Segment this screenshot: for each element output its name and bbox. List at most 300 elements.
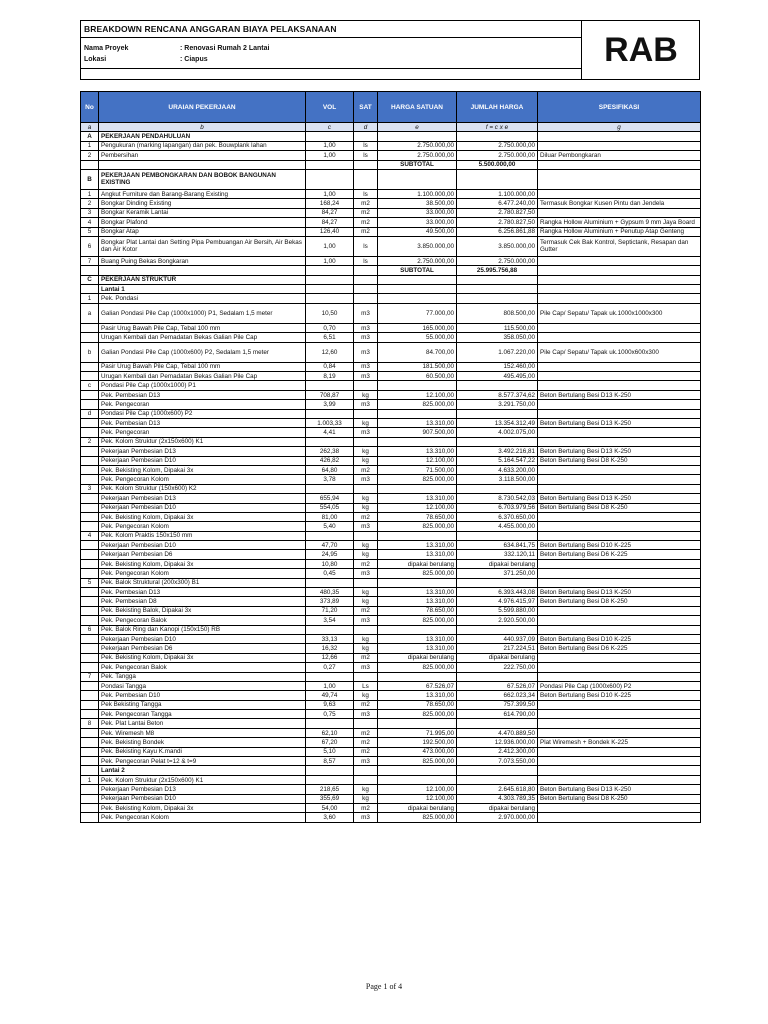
cell-harga-satuan: 78.650,00 [378,606,457,615]
cell-vol: 1,00 [306,681,354,690]
cell-jumlah-harga: 332.120,11 [457,550,538,559]
header-divider [81,37,581,38]
cell-jumlah-harga: 8.730.542,03 [457,494,538,503]
cell-jumlah-harga: 67.526,07 [457,681,538,690]
table-row [81,199,701,208]
cell-spesifikasi [538,141,701,150]
cell-vol: 126,40 [306,227,354,236]
cell-no: 2 [81,437,99,446]
cell-no [81,418,99,427]
cell-jumlah-harga: 4.002.075,00 [457,428,538,437]
cell-sat: ls [354,256,378,265]
cell-spesifikasi [538,169,701,189]
cell-vol [306,409,354,418]
cell-jumlah-harga: 3.492.216,81 [457,447,538,456]
cell-spesifikasi [538,409,701,418]
cell-jumlah-harga: 614.790,00 [457,710,538,719]
cell-uraian: Pembersihan [99,151,306,160]
cell-sat: ls [354,236,378,256]
table-row [81,151,701,160]
cell-sat: kg [354,644,378,653]
cell-jumlah-harga: 2.750.000,00 [457,141,538,150]
cell-sat: m2 [354,653,378,662]
cell-sat: m3 [354,813,378,822]
cell-harga-satuan: 13.310,00 [378,494,457,503]
project-row [84,45,269,52]
cell-spesifikasi [538,372,701,381]
cell-no: A [81,132,99,141]
subtotal-value: 25.995.756,88 [457,266,538,275]
table-row [81,285,701,294]
table-row [81,465,701,474]
subtotal-row [81,160,701,169]
cell-uraian: PEKERJAAN PENDAHULUAN [99,132,306,141]
cell-jumlah-harga: 2.780.827,50 [457,208,538,217]
cell-no [81,333,99,342]
cell-no [81,644,99,653]
cell-harga-satuan: 2.750.000,00 [378,151,457,160]
table-row [81,663,701,672]
cell-sat: kg [354,794,378,803]
cell-uraian: Pek. Plat Lantai Beton [99,719,306,728]
cell-no: a [81,303,99,323]
cell-jumlah-harga: 13.354.312,49 [457,418,538,427]
cell-sat [354,578,378,587]
cell-jumlah-harga: 4.303.789,35 [457,794,538,803]
cell-uraian: Lantai 1 [99,285,306,294]
cell-jumlah-harga: 4.455.000,00 [457,522,538,531]
cell-vol: 3,99 [306,400,354,409]
cell-sat: m3 [354,323,378,332]
table-row [81,672,701,681]
cell-spesifikasi: Plat Wiremesh + Bondek K-225 [538,738,701,747]
cell-sat: kg [354,503,378,512]
table-row [81,333,701,342]
cell-uraian: Pek. Bekisting Kolom, Dipakai 3x [99,465,306,474]
ref-cell: c [306,123,354,132]
subtotal-row [81,266,701,275]
cell-jumlah-harga: 440.937,09 [457,634,538,643]
cell-vol: 5,40 [306,522,354,531]
cell-sat [354,672,378,681]
cell-spesifikasi [538,804,701,813]
cell-vol: 0,75 [306,710,354,719]
cell-no [81,738,99,747]
cell-sat [354,409,378,418]
table-row [81,700,701,709]
cell-harga-satuan: 825.000,00 [378,710,457,719]
table-row [81,141,701,150]
header-divider [81,68,581,69]
table-row [81,437,701,446]
cell-no [81,475,99,484]
cell-harga-satuan [378,531,457,540]
cell-uraian: Pek. Bekisting Balok, Dipakai 3x [99,606,306,615]
table-row [81,588,701,597]
cell-vol [306,266,354,275]
cell-no [81,597,99,606]
cell-jumlah-harga [457,775,538,784]
cell-harga-satuan: 13.310,00 [378,588,457,597]
cell-uraian [99,160,306,169]
cell-uraian: Pek. Pengecoran Kolom [99,522,306,531]
cell-harga-satuan [378,766,457,775]
cell-spesifikasi: Beton Bertulang Besi D10 K-225 [538,541,701,550]
cell-spesifikasi [538,663,701,672]
subtotal-label: SUBTOTAL [378,266,457,275]
table-row [81,606,701,615]
cell-no: b [81,342,99,362]
cell-no [81,559,99,568]
cell-no [81,372,99,381]
cell-spesifikasi [538,606,701,615]
cell-sat: m2 [354,208,378,217]
cell-harga-satuan: 825.000,00 [378,616,457,625]
table-row [81,227,701,236]
cell-uraian: Pek. Pengecoran Balok [99,663,306,672]
cell-sat: m2 [354,606,378,615]
cell-sat: ls [354,151,378,160]
table-row [81,342,701,362]
cell-no: c [81,381,99,390]
cell-vol [306,578,354,587]
cell-vol: 10,80 [306,559,354,568]
cell-jumlah-harga: 7.073.550,00 [457,757,538,766]
cell-uraian: Pek. Pengecoran Pelat t=12 & t=9 [99,757,306,766]
cell-sat: m2 [354,512,378,521]
cell-spesifikasi [538,475,701,484]
section-row [81,132,701,141]
cell-jumlah-harga [457,766,538,775]
cell-spesifikasi: Diluar Pembongkaran [538,151,701,160]
cell-vol: 67,20 [306,738,354,747]
cell-sat: m2 [354,728,378,737]
table-row [81,719,701,728]
cell-no: 6 [81,236,99,256]
cell-spesifikasi: Beton Bertulang Besi D13 K-250 [538,418,701,427]
subtotal-label: SUBTOTAL [378,160,457,169]
cell-uraian: Pondasi Tangga [99,681,306,690]
cell-no [81,503,99,512]
cell-spesifikasi [538,285,701,294]
document-title: BREAKDOWN RENCANA ANGGARAN BIAYA PELAKSANAAN [84,24,337,34]
cell-jumlah-harga: 2.970.000,00 [457,813,538,822]
cell-jumlah-harga [457,531,538,540]
cell-sat [354,160,378,169]
table-row [81,738,701,747]
cell-vol: 1,00 [306,151,354,160]
cell-harga-satuan: 67.526,07 [378,681,457,690]
cell-uraian: Pek. Balok Ring dan Kanopi (150x150) RB [99,625,306,634]
cell-sat: m3 [354,569,378,578]
cell-jumlah-harga: 808.500,00 [457,303,538,323]
cell-no: 7 [81,672,99,681]
cell-jumlah-harga: 6.256.861,88 [457,227,538,236]
cell-harga-satuan: 71.995,00 [378,728,457,737]
cell-no: 2 [81,199,99,208]
cell-harga-satuan: 12.100,00 [378,785,457,794]
cell-harga-satuan: 84.700,00 [378,342,457,362]
cell-sat: kg [354,418,378,427]
cell-sat: m3 [354,303,378,323]
cell-vol: 33,13 [306,634,354,643]
cell-vol: 24,95 [306,550,354,559]
cell-harga-satuan: 13.310,00 [378,644,457,653]
section-row [81,275,701,284]
cell-spesifikasi [538,362,701,371]
cell-spesifikasi [538,766,701,775]
cell-vol: 84,27 [306,208,354,217]
cell-spesifikasi [538,484,701,493]
cell-harga-satuan: 12.100,00 [378,390,457,399]
cell-jumlah-harga: 4.633.200,00 [457,465,538,474]
table-row [81,597,701,606]
cell-jumlah-harga: 3.850.000,00 [457,236,538,256]
cell-sat: kg [354,785,378,794]
col-vol: VOL [306,92,354,123]
cell-jumlah-harga: 2.412.300,00 [457,747,538,756]
cell-jumlah-harga [457,437,538,446]
cell-harga-satuan: dipakai berulang [378,804,457,813]
cell-jumlah-harga [457,409,538,418]
cell-sat: m3 [354,475,378,484]
cell-harga-satuan: 78.650,00 [378,512,457,521]
table-row [81,766,701,775]
cell-spesifikasi: Beton Bertulang Besi D13 K-250 [538,447,701,456]
location-label: Lokasi [84,56,107,63]
cell-spesifikasi [538,160,701,169]
cell-harga-satuan [378,381,457,390]
cell-no [81,323,99,332]
cell-uraian: Pek. Balok Struktural (200x300) B1 [99,578,306,587]
cell-vol [306,381,354,390]
cell-vol: 9,63 [306,700,354,709]
cell-uraian: Pekerjaan Pembesian D6 [99,644,306,653]
table-row [81,428,701,437]
cell-harga-satuan [378,719,457,728]
cell-spesifikasi [538,132,701,141]
cell-jumlah-harga: 2.750.000,00 [457,256,538,265]
cell-spesifikasi: Beton Bertulang Besi D8 K-250 [538,794,701,803]
cell-spesifikasi: Beton Bertulang Besi D13 K-250 [538,588,701,597]
cell-vol: 8,19 [306,372,354,381]
table-row [81,372,701,381]
cell-no: 7 [81,256,99,265]
cell-jumlah-harga: 4.470.889,50 [457,728,538,737]
table-row [81,691,701,700]
cell-sat: kg [354,691,378,700]
table-row [81,625,701,634]
cell-sat: Ls [354,681,378,690]
cell-spesifikasi [538,522,701,531]
cell-vol: 6,51 [306,333,354,342]
page-number: Page 1 of 4 [365,982,403,991]
cell-harga-satuan: 473.000,00 [378,747,457,756]
cell-uraian: Pekerjaan Pembesian D6 [99,550,306,559]
cell-harga-satuan: 78.650,00 [378,700,457,709]
table-row [81,634,701,643]
table-row [81,616,701,625]
cell-jumlah-harga [457,294,538,303]
cell-spesifikasi [538,719,701,728]
cell-uraian: Pekerjaan Pembesian D10 [99,634,306,643]
cell-jumlah-harga: 5.599.880,00 [457,606,538,615]
cell-jumlah-harga: 2.645.618,80 [457,785,538,794]
table-row [81,236,701,256]
table-row [81,512,701,521]
cell-vol: 1,00 [306,256,354,265]
table-row [81,400,701,409]
cell-uraian: Pek. Pembesian D13 [99,418,306,427]
cell-sat: kg [354,550,378,559]
cell-jumlah-harga: 3.118.500,00 [457,475,538,484]
cell-harga-satuan: 12.100,00 [378,456,457,465]
cell-sat [354,531,378,540]
cell-spesifikasi [538,512,701,521]
cell-no [81,160,99,169]
table-row [81,644,701,653]
cell-spesifikasi: Beton Bertulang Besi D10 K-225 [538,634,701,643]
cell-spesifikasi: Beton Bertulang Besi D8 K-250 [538,456,701,465]
cell-sat: kg [354,456,378,465]
cell-harga-satuan: 13.310,00 [378,691,457,700]
cell-jumlah-harga: 662.023,34 [457,691,538,700]
ref-cell: f = c x e [457,123,538,132]
cell-sat: m2 [354,700,378,709]
cell-vol: 1,00 [306,189,354,198]
cell-vol: 10,50 [306,303,354,323]
table-row [81,757,701,766]
cell-harga-satuan [378,132,457,141]
cell-vol: 71,20 [306,606,354,615]
cell-vol: 3,54 [306,616,354,625]
column-ref-row [81,123,701,132]
cell-uraian: Bongkar Plat Lantai dan Setting Pipa Pembuangan Air Bersih, Air Bekas dan Air Kotor [99,236,306,256]
cell-jumlah-harga [457,169,538,189]
cell-jumlah-harga [457,381,538,390]
cell-jumlah-harga: dipakai berulang [457,559,538,568]
cell-uraian: Pek. Pembesian D8 [99,597,306,606]
cell-spesifikasi [538,700,701,709]
cell-harga-satuan: 13.310,00 [378,550,457,559]
cell-uraian: Pondasi Pile Cap (1000x1000) P1 [99,381,306,390]
cell-harga-satuan: 3.850.000,00 [378,236,457,256]
col-spesifikasi: SPESIFIKASI [538,92,701,123]
cell-uraian: Bongkar Atap [99,227,306,236]
cell-no: 2 [81,151,99,160]
cell-uraian: Buang Puing Bekas Bongkaran [99,256,306,265]
cell-spesifikasi: Beton Bertulang Besi D13 K-250 [538,785,701,794]
cell-harga-satuan: 33.000,00 [378,208,457,217]
cell-no [81,813,99,822]
cell-jumlah-harga: 1.067.220,00 [457,342,538,362]
cell-spesifikasi [538,266,701,275]
cell-uraian: Pek. Wiremesh M8 [99,728,306,737]
cell-harga-satuan: 825.000,00 [378,757,457,766]
cell-spesifikasi: Termasuk Cek Bak Kontrol, Septictank, Resapan dan Gutter [538,236,701,256]
cell-sat: m3 [354,428,378,437]
cell-jumlah-harga: 757.399,50 [457,700,538,709]
cell-sat [354,169,378,189]
cell-no [81,550,99,559]
cell-harga-satuan: 71.500,00 [378,465,457,474]
cell-vol [306,285,354,294]
cell-jumlah-harga: 115.500,00 [457,323,538,332]
cell-no [81,447,99,456]
cell-no: 6 [81,625,99,634]
cell-sat: m2 [354,559,378,568]
cell-uraian: Pekerjaan Pembesian D13 [99,447,306,456]
cell-no: C [81,275,99,284]
cell-vol [306,484,354,493]
cell-spesifikasi [538,333,701,342]
cell-spesifikasi: Pile Cap/ Sepatu/ Tapak uk.1000x600x300 [538,342,701,362]
cell-sat: kg [354,588,378,597]
cell-vol: 1,00 [306,141,354,150]
cell-no [81,785,99,794]
cell-uraian: Galian Pondasi Pile Cap (1000x600) P2, Sedalam 1,5 meter [99,342,306,362]
cell-no [81,804,99,813]
cell-no [81,616,99,625]
cell-jumlah-harga: 2.780.827,50 [457,218,538,227]
cell-jumlah-harga: 217.224,51 [457,644,538,653]
cell-uraian: Pekerjaan Pembesian D13 [99,785,306,794]
cell-uraian: Pek. Kolom Struktur (2x150x600) K1 [99,437,306,446]
cell-harga-satuan: 13.310,00 [378,447,457,456]
cell-sat: kg [354,541,378,550]
cell-vol: 54,00 [306,804,354,813]
cell-harga-satuan: 165.000,00 [378,323,457,332]
table-row [81,418,701,427]
cell-no: 5 [81,227,99,236]
cell-no [81,663,99,672]
cell-sat: m3 [354,372,378,381]
cell-sat: m3 [354,663,378,672]
cell-vol: 3,78 [306,475,354,484]
cell-jumlah-harga: 6.477.240,00 [457,199,538,208]
ref-cell: b [99,123,306,132]
cell-vol: 655,94 [306,494,354,503]
cell-no [81,512,99,521]
cell-spesifikasi [538,437,701,446]
cell-vol: 168,24 [306,199,354,208]
cell-sat [354,381,378,390]
cell-spesifikasi: Beton Bertulang Besi D8 K-250 [538,503,701,512]
cell-harga-satuan: 12.100,00 [378,503,457,512]
table-row [81,256,701,265]
cell-sat: m3 [354,400,378,409]
cell-uraian: Pek. Pengecoran [99,428,306,437]
document-header [80,20,700,80]
cell-uraian: Bongkar Plafond [99,218,306,227]
cell-jumlah-harga: 634.841,75 [457,541,538,550]
cell-harga-satuan: 825.000,00 [378,475,457,484]
cell-spesifikasi [538,381,701,390]
table-row [81,294,701,303]
cell-uraian: Pek. Pengecoran Balok [99,616,306,625]
cell-sat: m2 [354,218,378,227]
cell-jumlah-harga: 6.393.443,08 [457,588,538,597]
cell-uraian: Pasir Urug Bawah Pile Cap, Tebal 100 mm [99,323,306,332]
project-label: Nama Proyek [84,45,129,52]
cell-jumlah-harga [457,484,538,493]
cell-sat [354,294,378,303]
cell-harga-satuan: 33.000,00 [378,218,457,227]
cell-uraian: Pek. Pengecoran [99,400,306,409]
cell-uraian: Pasir Urug Bawah Pile Cap, Tebal 100 mm [99,362,306,371]
cell-sat: kg [354,390,378,399]
cell-spesifikasi [538,294,701,303]
